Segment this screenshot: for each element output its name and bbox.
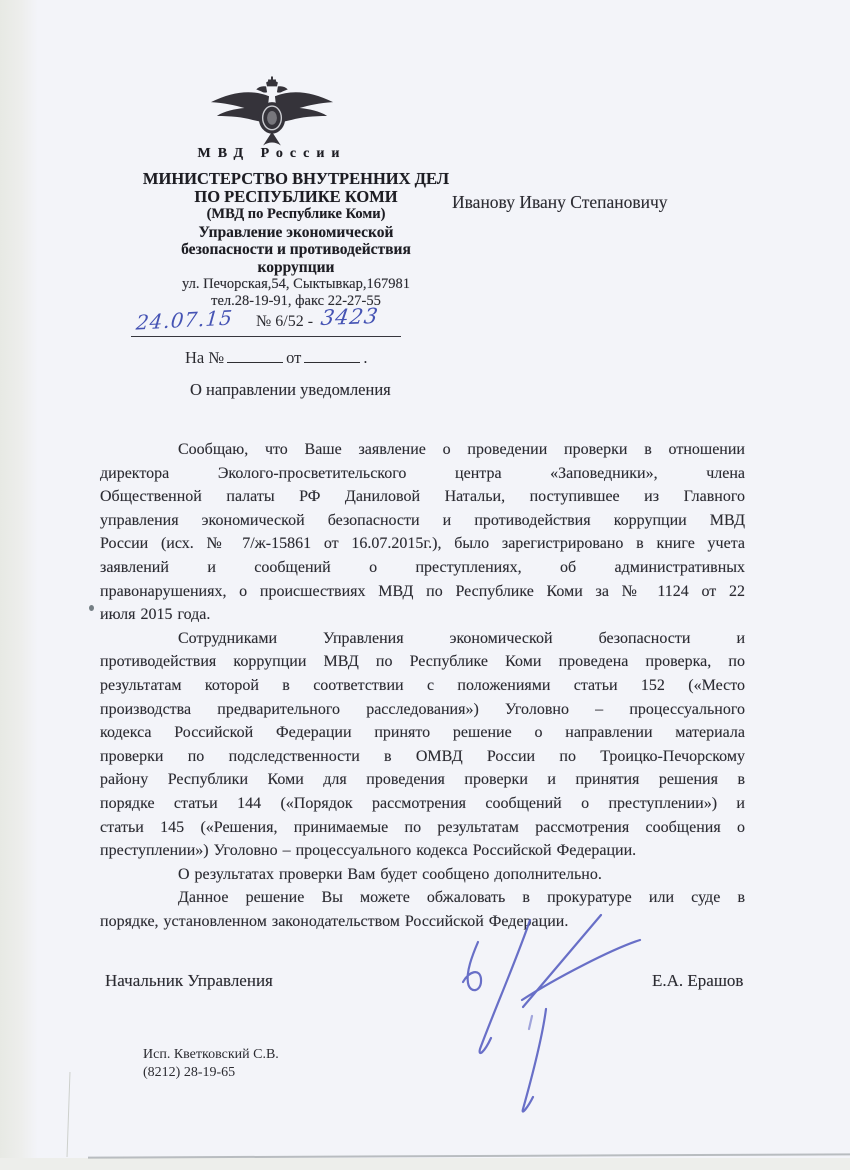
org-line: МИНИСТЕРСТВО ВНУТРЕННИХ ДЕЛ — [142, 169, 450, 188]
body-line: статьи 145 («Решения, принимаемые по результатам рассмотрения сообщения о — [100, 818, 745, 836]
org-phone: тел.28-19-91, факс 22-27-55 — [211, 292, 381, 309]
mvd-eagle-emblem — [207, 76, 337, 148]
executor-name: Исп. Кветковский С.В. — [143, 1047, 279, 1062]
paragraph — [100, 863, 745, 887]
scan-speck — [89, 605, 94, 611]
body-line: Общественной палаты РФ Даниловой Натальи, поступившее из Главного — [100, 488, 745, 506]
letterhead-org-block — [134, 170, 458, 309]
handwritten-date: 24.07.15 — [135, 305, 235, 335]
addressee-name: Иванову Ивану Степановичу — [452, 192, 668, 212]
reply-end: . — [363, 348, 368, 367]
org-line: коррупции — [257, 258, 335, 276]
executor-block — [143, 1046, 279, 1082]
body-line: правонарушениях, о происшествиях МВД по Республике Коми за № 1124 от 22 — [100, 582, 745, 600]
body-line: июля 2015 года. — [100, 606, 211, 624]
body-line: производства предварительного расследования») Уголовно – процессуального — [100, 700, 745, 718]
reply-reference-row — [185, 347, 367, 368]
org-line: (МВД по Республике Коми) — [206, 206, 386, 222]
body-line: порядке, установленном законодательством Российской Федерации. — [100, 912, 569, 930]
paragraph — [100, 438, 745, 627]
executor-phone: (8212) 28-19-65 — [143, 1065, 236, 1080]
org-line: Управление экономической — [198, 223, 394, 241]
body-line: О результатах проверки Вам будет сообщено дополнительно. — [178, 865, 602, 883]
signer-name: Е.А. Ерашов — [652, 971, 744, 990]
body-line: результатам которой в соответствии с положениями статьи 152 («Место — [100, 676, 745, 694]
body-line: противодействия коррупции МВД по Республике Коми проведена проверка, по — [100, 653, 745, 671]
scanner-edge-strip — [0, 0, 38, 1170]
org-line: ПО РЕСПУБЛИКЕ КОМИ — [194, 187, 398, 206]
letter-subject: О направлении уведомления — [190, 380, 391, 399]
reply-prefix: На № — [185, 348, 225, 367]
reply-number-blank — [227, 347, 283, 363]
reply-middle: от — [286, 348, 302, 367]
signature-autograph — [420, 908, 660, 1148]
body-line: управления экономической безопасности и противодействия коррупции МВД — [100, 511, 745, 529]
letter-body — [100, 438, 745, 933]
body-line: заявлений и сообщений о преступлениях, об административных — [100, 558, 745, 576]
signer-position: Начальник Управления — [105, 971, 273, 990]
scanner-bottom-area — [0, 1158, 850, 1170]
org-address: ул. Печорская,54, Сыктывкар,167981 — [181, 276, 410, 292]
body-line: преступлении») Уголовно – процессуального кодекса Российской Федерации. — [100, 842, 637, 860]
paper-crease — [67, 1072, 71, 1157]
body-line: кодекса Российской Федерации принято решение о направлении материала — [100, 724, 745, 742]
body-line: проверки по подследственности в ОМВД России по Троицко-Печорскому — [100, 747, 745, 765]
emblem-caption: МВД России — [197, 146, 347, 161]
org-line: безопасности и противодействия — [181, 241, 411, 258]
body-line: Данное решение Вы можете обжаловать в прокуратуре или суде в — [178, 889, 745, 907]
body-line: директора Эколого-просветительского центра «Заповедники», члена — [100, 464, 745, 482]
body-line: Сотрудниками Управления экономической безопасности и — [178, 629, 745, 647]
body-line: порядке статьи 144 («Порядок рассмотрения сообщений о преступлении») и — [100, 794, 745, 812]
outgoing-number-printed: № 6/52 - — [256, 313, 314, 330]
paragraph — [100, 627, 745, 863]
reply-date-blank — [304, 347, 360, 363]
body-line: Сообщаю, что Ваше заявление о проведении проверки в отношении — [178, 441, 745, 458]
body-line: России (исх. № 7/ж-15861 от 16.07.2015г.), было зарегистрировано в книге учета — [100, 535, 745, 553]
body-line: району Республики Коми для проведения проверки и принятия решения в — [100, 771, 745, 789]
handwritten-number: 3423 — [319, 303, 381, 331]
